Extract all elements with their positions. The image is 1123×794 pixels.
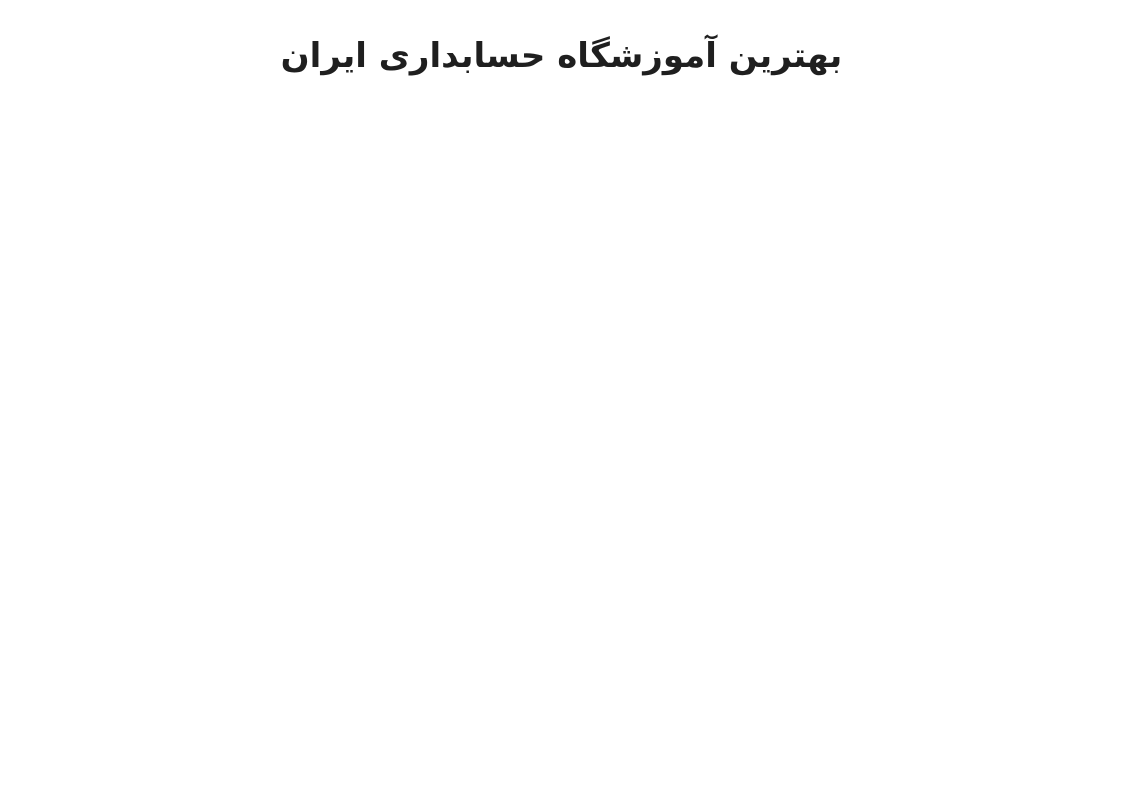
page-title: بهترین آموزشگاه حسابداری ایران [280, 36, 843, 76]
